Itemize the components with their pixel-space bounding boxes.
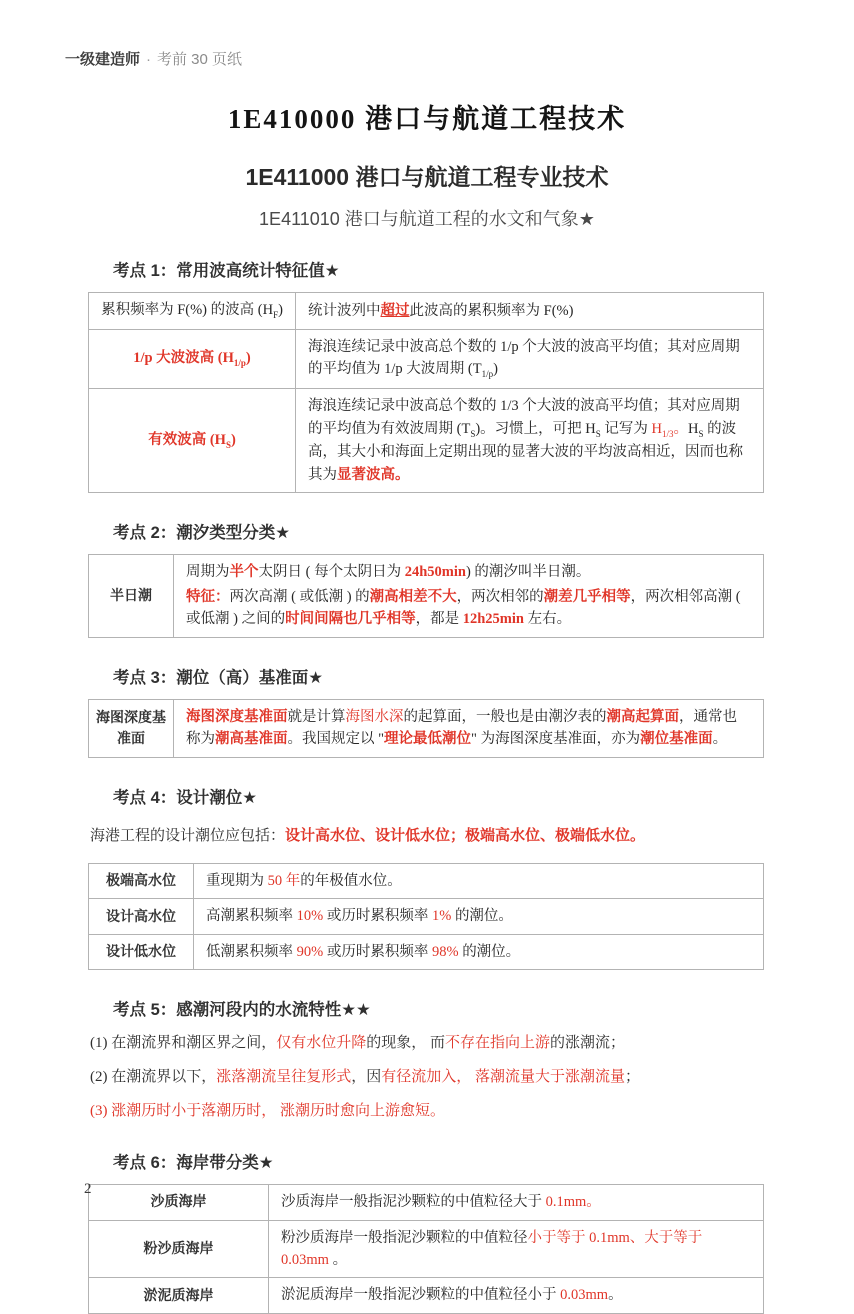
table-row (89, 555, 764, 637)
row-term-cell: 有效波高 $(H_S)$ (89, 389, 296, 493)
keypoint-1-heading: 考点 1：常用波高统计特征值★ (113, 262, 340, 280)
subsection-title: 1E411010 港口与航道工程的水文和气象★ (259, 209, 595, 229)
tide-paragraph: 周期为半个太阴日 ( 每个太阴日为 24h50min) 的潮汐叫半日潮。 (186, 564, 591, 581)
table-row (89, 699, 764, 757)
row-term-cell: 1/p 大波波高 $(H_{1/p})$ (89, 329, 296, 388)
row-content-cell: 高潮累积频率 10% 或历时累积频率 1% 的潮位。 (194, 899, 764, 934)
page-header (65, 48, 854, 69)
row-content-cell: 重现期为 50 年的年极值水位。 (194, 863, 764, 898)
design-tide-intro: 海港工程的设计潮位应包括：设计高水位、设计低水位；极端高水位、极端低水位。 (90, 827, 646, 844)
chapter-title: 1E410000 港口与航道工程技术 (227, 104, 627, 134)
section-title: 1E411000 港口与航道工程专业技术 (245, 164, 609, 190)
keypoint-3-heading: 考点 3：潮位（高）基准面★ (113, 668, 324, 687)
document-page (0, 48, 854, 1304)
row-content-cell: 海图深度基准面就是计算海图水深的起算面，一般也是由潮汐表的潮高起算面，通常也称为潮高基准面。我国规定以 "理论最低潮位" 为海图深度基准面，亦为潮位基准面。 (174, 699, 764, 757)
row-header-cell: 海图深度基准面 (89, 699, 174, 757)
tide-paragraph: 特征：两次高潮 ( 或低潮 ) 的潮高相差不大，两次相邻的潮差几乎相等，两次相邻高潮 ( 或低潮 ) 之间的时间间隔也几乎相等，都是 12h25min 左右。 (186, 588, 741, 628)
table-row (89, 389, 764, 493)
keypoint-5-heading: 考点 5：感潮河段内的水流特性★★ (113, 1001, 371, 1020)
row-definition-cell: 统计波列中超过此波高的累积频率为 F(%) (296, 293, 764, 330)
row-content-cell: 低潮累积频率 90% 或历时累积频率 98% 的潮位。 (194, 934, 764, 969)
row-content-cell: 沙质海岸一般指泥沙颗粒的中值粒径大于 0.1mm。 (269, 1185, 764, 1220)
flow-characteristic-item: (1) 在潮流界和潮区界之间，仅有水位升降的现象， 而不存在指向上游的涨潮流； (90, 1035, 626, 1052)
coast-classification-table (88, 1184, 764, 1314)
header-separator: · (146, 51, 152, 68)
design-tide-table (88, 863, 764, 970)
keypoint-2-heading: 考点 2：潮汐类型分类★ (113, 524, 291, 543)
tide-type-table (88, 554, 764, 637)
row-header-cell: 半日潮 (89, 555, 174, 637)
datum-plane-table (88, 699, 764, 758)
table-row (89, 863, 764, 898)
table-row (89, 1185, 764, 1220)
row-header-cell: 沙质海岸 (89, 1185, 269, 1220)
flow-characteristic-item: (3) 涨潮历时小于落潮历时， 涨潮历时愈向上游愈短。 (90, 1103, 445, 1120)
brand-title: 一级建造师 (65, 51, 141, 68)
row-content-cell (174, 555, 764, 637)
keypoint-6-heading: 考点 6：海岸带分类★ (113, 1154, 274, 1173)
row-header-cell: 淤泥质海岸 (89, 1278, 269, 1313)
table-row (89, 1220, 764, 1278)
keypoint-4-heading: 考点 4：设计潮位★ (113, 788, 258, 807)
row-header-cell: 粉沙质海岸 (89, 1220, 269, 1278)
wave-height-table (88, 292, 764, 493)
flow-characteristic-item: (2) 在潮流界以下，涨落潮流呈往复形式，因有径流加入， 落潮流量大于涨潮流量； (90, 1069, 641, 1086)
header-edition: 考前 30 页纸 (157, 51, 243, 68)
row-header-cell: 极端高水位 (89, 863, 194, 898)
table-row (89, 1278, 764, 1313)
row-term-cell: 累积频率为 F(%) 的波高 $(H_F)$ (89, 293, 296, 330)
row-content-cell: 粉沙质海岸一般指泥沙颗粒的中值粒径小于等于 0.1mm、大于等于 0.03mm 。 (269, 1220, 764, 1278)
page-number: 2 (84, 1181, 92, 1197)
table-row (89, 329, 764, 388)
table-row (89, 293, 764, 330)
table-row (89, 899, 764, 934)
row-definition-cell: 海浪连续记录中波高总个数的 1/3 个大波的波高平均值；其对应周期的平均值为有效波周期 $(T_S)$。习惯上，可把 $H_S$ 记写为 $H_{1/3}$。$H_S$ 的波高，其大小和海面上定期出现的显著大波的平均波高相近，因而也称其为显著波高。 (296, 389, 764, 493)
table-row (89, 934, 764, 969)
row-content-cell: 淤泥质海岸一般指泥沙颗粒的中值粒径小于 0.03mm。 (269, 1278, 764, 1313)
row-definition-cell: 海浪连续记录中波高总个数的 1/p 个大波的波高平均值；其对应周期的平均值为 1/p 大波周期 $(T_{1/p})$ (296, 329, 764, 388)
row-header-cell: 设计高水位 (89, 899, 194, 934)
row-header-cell: 设计低水位 (89, 934, 194, 969)
